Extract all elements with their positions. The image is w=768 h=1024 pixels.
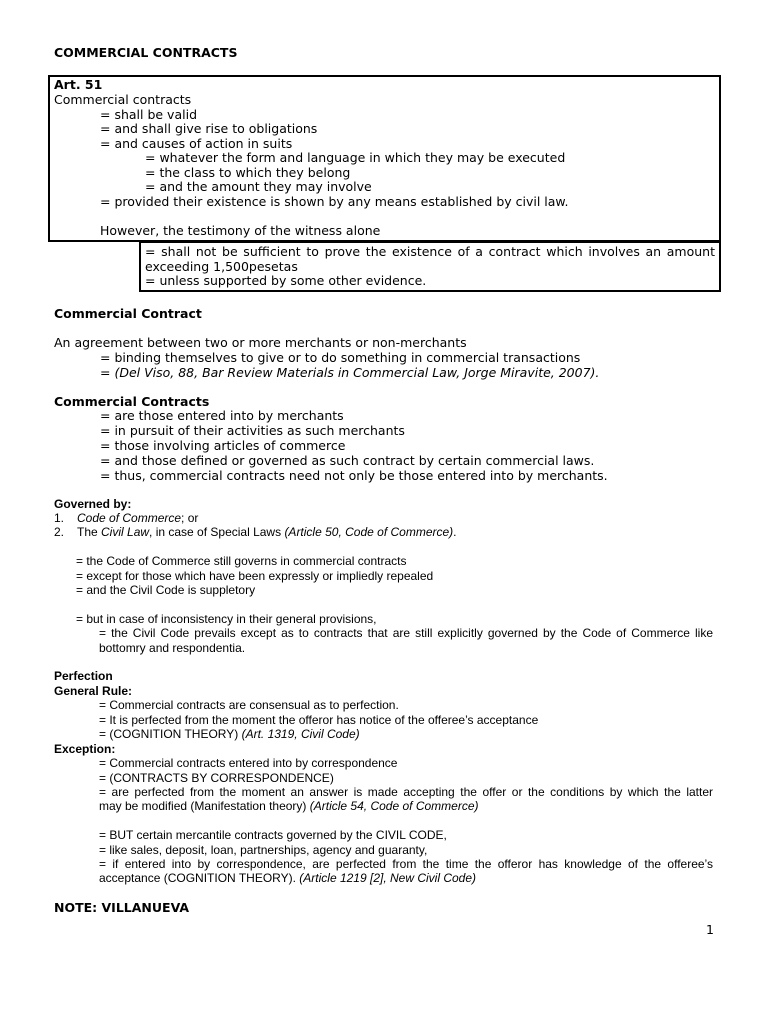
article-51-however: However, the testimony of the witness alone (100, 223, 381, 238)
article-reference: (Article 1219 [2], New Civil Code) (299, 871, 477, 885)
definition-line: = binding themselves to give or to do something in commercial transactions (100, 350, 581, 365)
general-rule-line (99, 727, 360, 741)
governed-line: bottomry and respondentia. (99, 641, 246, 655)
contracts-item: = are those entered into by merchants (100, 408, 344, 423)
definition-text: An agreement between two or more merchants or non-merchants (54, 335, 467, 350)
list-text-the: The (77, 525, 102, 539)
exception-line: = are perfected from the moment an answer is made accepting the offer or the conditions by which the latter (99, 785, 713, 799)
governed-line: = but in case of inconsistency in their general provisions, (76, 612, 377, 626)
article-51-subline: = and the amount they may involve (145, 179, 372, 194)
governed-line: = except for those which have been expressly or impliedly repealed (76, 569, 434, 583)
exception-line (99, 799, 479, 813)
exception-line: = like sales, deposit, loan, partnerships, agency and guaranty, (99, 843, 428, 857)
governed-title: Governed by: (54, 497, 132, 511)
exception-title: Exception: (54, 742, 116, 756)
article-51-intro: Commercial contracts (54, 92, 192, 107)
article-reference: (Article 54, Code of Commerce) (309, 799, 479, 813)
exception-line: = Commercial contracts entered into by correspondence (99, 756, 398, 770)
article-51-title: Art. 51 (54, 77, 103, 92)
testimony-line: exceeding 1,500pesetas (145, 259, 298, 274)
exception-line: = (CONTRACTS BY CORRESPONDENCE) (99, 771, 334, 785)
contracts-title: Commercial Contracts (54, 394, 210, 409)
list-text (77, 525, 457, 539)
code-of-commerce-text: Code of Commerce (77, 511, 182, 525)
exception-line (99, 871, 476, 885)
governed-line: = the Code of Commerce still governs in commercial contracts (76, 554, 407, 568)
contracts-item: = thus, commercial contracts need not only be those entered into by merchants. (100, 468, 608, 483)
article-reference: (Art. 1319, Civil Code) (241, 727, 360, 741)
contracts-item: = those involving articles of commerce (100, 438, 346, 453)
civil-law-text: Civil Law (101, 525, 150, 539)
article-51-line: = shall be valid (100, 107, 197, 122)
list-number: 2. (54, 525, 65, 539)
page-number: 1 (706, 922, 714, 937)
testimony-line: = unless supported by some other evidence. (145, 273, 427, 288)
exception-line: = if entered into by correspondence, are perfected from the time the offeror has knowledge of the offeree’s (99, 857, 713, 871)
list-text (77, 511, 198, 525)
article-51-line: = and causes of action in suits (100, 136, 293, 151)
list-text-rest: ; or (181, 511, 199, 525)
note-villanueva: NOTE: VILLANUEVA (54, 900, 190, 915)
governed-item-1 (54, 511, 199, 525)
definition-citation: = (Del Viso, 88, Bar Review Materials in Commercial Law, Jorge Miravite, 2007). (100, 365, 600, 380)
manifestation-theory-text: may be modified (Manifestation theory) (99, 799, 310, 813)
article-51-subline: = the class to which they belong (145, 165, 351, 180)
article-51-line: = provided their existence is shown by any means established by civil law. (100, 194, 569, 209)
article-51-subline: = whatever the form and language in which they may be executed (145, 150, 566, 165)
governed-line: = the Civil Code prevails except as to contracts that are still explicitly governed by the Code of Commerce like (99, 626, 713, 640)
list-text-end: . (453, 525, 457, 539)
general-rule-line: = Commercial contracts are consensual as to perfection. (99, 698, 399, 712)
governed-item-2 (54, 525, 457, 539)
article-reference: (Article 50, Code of Commerce) (284, 525, 454, 539)
list-number: 1. (54, 511, 65, 525)
testimony-line: = shall not be sufficient to prove the existence of a contract which involves an amount (145, 244, 715, 259)
document-heading: COMMERCIAL CONTRACTS (54, 45, 238, 60)
cognition-acceptance-text: acceptance (COGNITION THEORY). (99, 871, 300, 885)
list-text-mid: , in case of Special Laws (149, 525, 285, 539)
general-rule-line: = It is perfected from the moment the offeror has notice of the offeree’s acceptance (99, 713, 539, 727)
article-51-line: = and shall give rise to obligations (100, 121, 318, 136)
general-rule-title: General Rule: (54, 684, 133, 698)
exception-line: = BUT certain mercantile contracts governed by the CIVIL CODE, (99, 828, 447, 842)
contracts-item: = and those defined or governed as such contract by certain commercial laws. (100, 453, 595, 468)
contracts-item: = in pursuit of their activities as such merchants (100, 423, 405, 438)
cognition-theory-text: = (COGNITION THEORY) (99, 727, 242, 741)
perfection-title: Perfection (54, 669, 113, 683)
definition-title: Commercial Contract (54, 306, 202, 321)
governed-line: = and the Civil Code is suppletory (76, 583, 256, 597)
